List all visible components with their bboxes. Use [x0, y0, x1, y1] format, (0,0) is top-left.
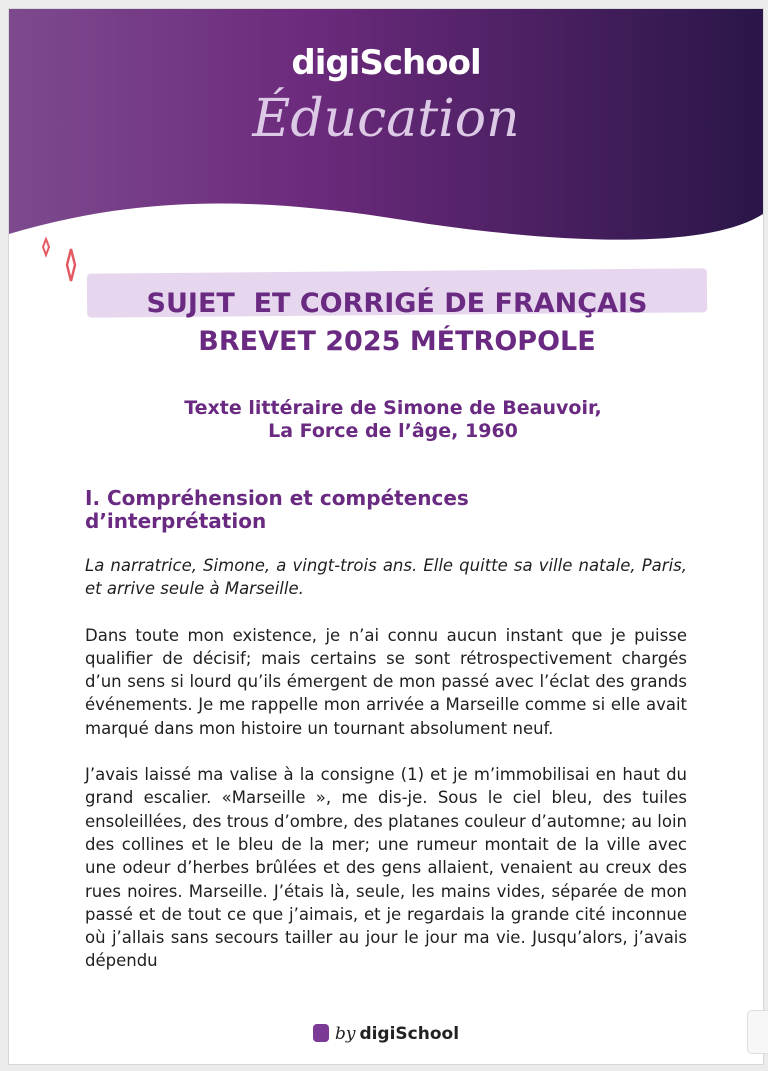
title-line-1: SUJET ET CORRIGÉ DE FRANÇAIS [146, 288, 648, 319]
education-tagline: Éducation [252, 89, 520, 149]
section-heading-line-1: I. Compréhension et compétences [85, 486, 469, 510]
paragraph: Dans toute mon existence, je n’ai connu aucun instant que je puisse qualifier de décisif; mais certains se sont rétrospectivement chargés d’un sens si lourd qu’ils émergent de mon passé avec l’éclat des grands événements. Je me rappelle mon arrivée a Marseille comme si elle avait marqué dans mon histoire un tournant absolument neuf. [85, 625, 687, 738]
document-title [87, 267, 707, 357]
footer-logo [9, 1024, 763, 1044]
body-text [85, 554, 687, 996]
section-heading-line-2: d’interprétation [85, 509, 267, 533]
title-line-2: BREVET 2025 MÉTROPOLE [198, 326, 596, 357]
footer-by: by [334, 1024, 356, 1044]
side-panel-tab[interactable] [747, 1010, 768, 1054]
footer-brand: digiSchool [359, 1024, 460, 1044]
digischool-logo: digiSchool [291, 43, 481, 83]
subtitle [93, 397, 693, 443]
document-page [8, 8, 764, 1065]
section-heading [85, 487, 705, 533]
paragraph: J’avais laissé ma valise à la consigne (1) et je m’immobilisai en haut du grand escalier. «Marseille », me dis-je. Sous le ciel bleu, des tuiles ensoleillées, des trous d’ombre, des platanes couleur d’automne; au loin des collines et le bleu de la mer; une rumeur montait de la ville avec une odeur d’herbes brûlées et des gens allaient, venaient au creux des rues noires. Marseille. J’étais là, seule, les mains vides, séparée de mon passé et de tout ce que j’aimais, et je regardais la grande cité inconnue où j’allais sans secours tailler au jour le jour ma vie. Jusqu’alors, j’avais dépendu [85, 765, 687, 971]
sparkle-icon [37, 237, 87, 287]
subtitle-line-2: La Force de l’âge, 1960 [268, 420, 518, 442]
subtitle-line-1: Texte littéraire de Simone de Beauvoir, [184, 397, 602, 419]
backpack-icon [313, 1024, 329, 1042]
intro-paragraph: La narratrice, Simone, a vingt-trois ans. Elle quitte sa ville natale, Paris, et arrive seule à Marseille. [85, 556, 687, 599]
